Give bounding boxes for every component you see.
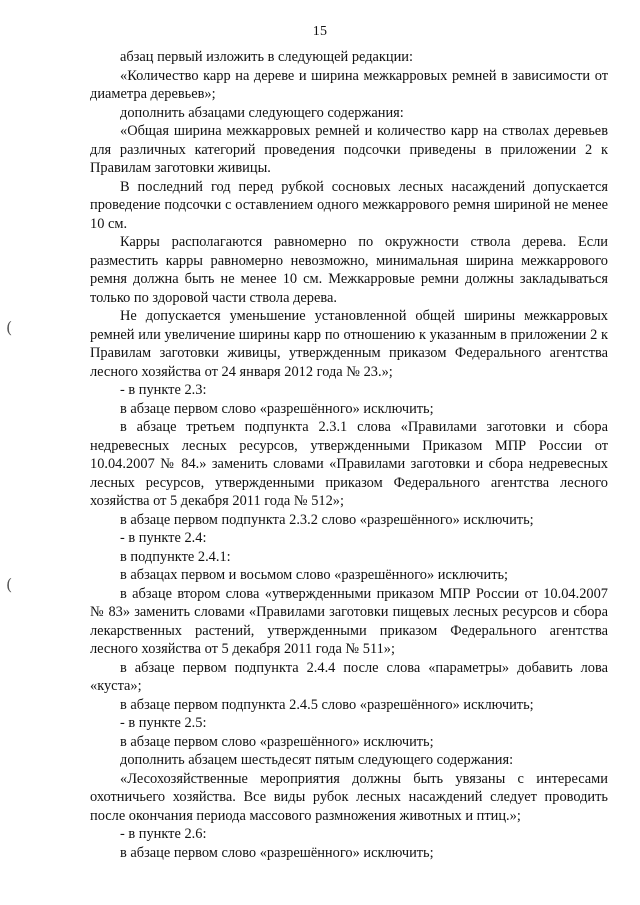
margin-bracket-mark: ( <box>6 575 13 594</box>
paragraph: дополнить абзацем шестьдесят пятым следующего содержания: <box>120 752 514 768</box>
paragraph: в абзаце первом слово «разрешённого» исключить; <box>120 400 434 417</box>
page-number: 15 <box>312 24 328 39</box>
document-body <box>90 48 608 862</box>
paragraph: в абзаце первом слово «разрешённого» исключить; <box>120 844 434 861</box>
paragraph: Не допускается уменьшение установленной общей ширины межкарровых ремней или увеличение ширины карр по отношению к указанным в приложении 2 к Правилам заготовки живицы, утвержденным приказом Федерального агентства лесного хозяйства от 24 января 2012 года № 23.»; <box>90 308 608 380</box>
margin-bracket-mark: ( <box>6 318 13 337</box>
paragraph: абзац первый изложить в следующей редакции: <box>120 49 414 65</box>
paragraph: «Общая ширина межкарровых ремней и количество карр на стволах деревьев для различных категорий проведения подсочки приведены в приложении 2 к Правилам заготовки живицы. <box>90 123 608 176</box>
paragraph: Карры располагаются равномерно по окружности ствола дерева. Если разместить карры равномерно невозможно, минимальная ширина межкаррового ремня должна быть не менее 10 см. Межкарровые ремни должны закладываться только по здоровой части ствола дерева. <box>90 234 608 306</box>
paragraph: в абзацах первом и восьмом слово «разрешённого» исключить; <box>120 567 509 583</box>
paragraph: дополнить абзацами следующего содержания: <box>120 104 404 121</box>
paragraph: - в пункте 2.6: <box>120 826 207 842</box>
paragraph: - в пункте 2.4: <box>120 530 207 546</box>
paragraph: В последний год перед рубкой сосновых лесных насаждений допускается проведение подсочки с оставлением одного межкаррового ремня шириной не менее 10 см. <box>90 178 608 232</box>
paragraph: в абзаце первом подпункта 2.4.4 после слова «параметры» добавить лова «куста»; <box>90 659 608 694</box>
paragraph: - в пункте 2.5: <box>120 715 207 731</box>
paragraph: в абзаце втором слова «утвержденными приказом МПР России от 10.04.2007 № 83» заменить словами «Правилами заготовки пищевых лесных ресурсов и сбора лекарственных растений, утвержденными приказом Федерального агентства лесного хозяйства от 5 декабря 2011 года № 511»; <box>90 585 608 657</box>
paragraph: в абзаце первом слово «разрешённого» исключить; <box>120 733 434 750</box>
paragraph: в абзаце первом подпункта 2.4.5 слово «разрешённого» исключить; <box>120 696 534 713</box>
paragraph: - в пункте 2.3: <box>120 382 207 398</box>
paragraph: в абзаце третьем подпункта 2.3.1 слова «Правилами заготовки и сбора недревесных лесных ресурсов, утвержденными Приказом МПР России от 10.04.2007 № 84.» заменить словами «Правилами заготовки и сбора недревесных лесных ресурсов, утвержденными приказом Федерального агентства лесного хозяйства от 5 декабря 2011 года № 512»; <box>90 419 608 509</box>
paragraph: «Лесохозяйственные мероприятия должны быть увязаны с интересами охотничьего хозяйства. Все виды рубок лесных насаждений следует проводить после окончания периода массового размножения животных и птиц.»; <box>90 770 608 824</box>
paragraph: «Количество карр на дереве и ширина межкарровых ремней в зависимости от диаметра деревьев»; <box>90 67 608 102</box>
paragraph: в абзаце первом подпункта 2.3.2 слово «разрешённого» исключить; <box>120 511 534 528</box>
paragraph: в подпункте 2.4.1: <box>120 548 231 565</box>
